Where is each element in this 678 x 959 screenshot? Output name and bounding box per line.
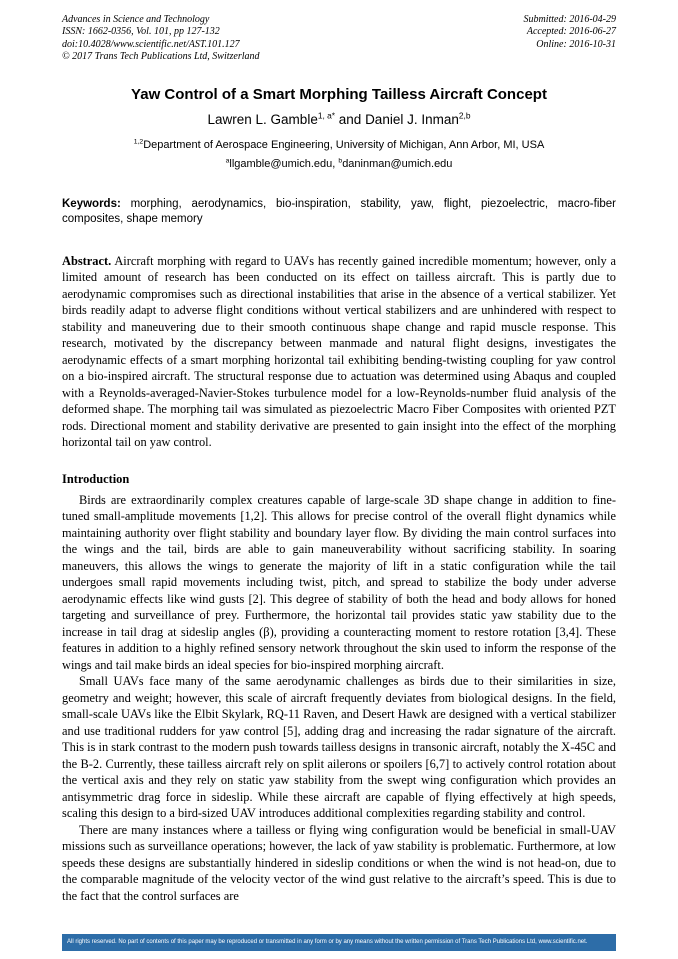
intro-paragraph-2: Small UAVs face many of the same aerodynamic challenges as birds due to their similarities in size, geometry and weight; however, this scale of aircraft frequently deviates from biological designs. In the field, small-scale UAVs like the Elbit Skylark, RQ-11 Raven, and Desert Hawk are designed with a vertical stabilizer and use traditional rudders for yaw control [5], adding drag and increasing the radar signature of the aircraft. This is in stark contrast to the modern push towards tailless designs in transonic aircraft, notably the X-45C and the B-2. Currently, these tailless aircraft rely on split ailerons or spoilers [6,7] to actively control rotation about the vertical axis and they rely on static yaw stability from the swept wing configuration which provides an antisymmetric drag force in sideslip. While these aircraft are capable of flying effectively at high speeds, scaling this design to a bird-sized UAV introduces additional complexities regarding stability and control. [62, 674, 616, 821]
abstract-block [62, 253, 616, 451]
paper-title: Yaw Control of a Smart Morphing Tailless Aircraft Concept [131, 85, 547, 103]
email-2-superscript: b [338, 156, 343, 164]
section-heading-introduction: Introduction [62, 471, 130, 486]
submitted-date: Submitted: 2016-04-29 [523, 14, 616, 25]
affiliation-superscript: 1,2 [133, 137, 144, 145]
author-1-name: Lawren L. Gamble [207, 111, 318, 127]
online-date: Online: 2016-10-31 [536, 38, 616, 50]
author-1-superscript: 1, a* [317, 110, 336, 121]
submission-dates [524, 14, 617, 64]
email-1-superscript: a [225, 156, 230, 164]
journal-doi: doi:10.4028/www.scientific.net/AST.101.127 [62, 38, 240, 50]
emails-line [62, 158, 616, 170]
license-footer-bar [62, 934, 616, 951]
affiliation-line [62, 139, 616, 151]
license-footer-text: All rights reserved. No part of contents of this paper may be reproduced or transmitted in any form or by any means without the written permission of Trans Tech Publications Ltd, www.scientific.net. [67, 939, 588, 946]
author-2-name: Daniel J. Inman [365, 111, 459, 127]
journal-header [62, 14, 616, 64]
keywords-label: Keywords: [62, 197, 121, 210]
accepted-date: Accepted: 2016-06-27 [526, 26, 616, 38]
journal-copyright: © 2017 Trans Tech Publications Ltd, Switzerland [62, 51, 260, 63]
email-2: daninman@umich.edu [342, 157, 453, 170]
authors-line [62, 112, 616, 127]
email-1: llgamble@umich.edu, [229, 157, 336, 170]
affiliation-text: Department of Aerospace Engineering, University of Michigan, Ann Arbor, MI, USA [143, 138, 545, 151]
journal-issn-volume: ISSN: 1662-0356, Vol. 101, pp 127-132 [62, 26, 220, 38]
author-2-superscript: 2,b [458, 110, 471, 121]
abstract-label: Abstract. [62, 253, 112, 268]
abstract-text: Aircraft morphing with regard to UAVs has recently gained incredible momentum; however, only a limited amount of research has been conducted on its effect on tailless aircraft. This is partly due to aerodynamic compromises such as directional instabilities that arise in the absence of a vertical stabilizer. Yet birds readily adapt to adverse flight conditions without vertical stabilizers and are unhindered with respect to stability and maneuvering due to their smooth continuous shape change and rapid muscle response. This research, motivated by the discrepancy between manmade and natural flight designs, investigates the aerodynamic effects of a smart morphing horizontal tail exhibiting bending-twisting coupling for yaw control on a bio-inspired aircraft. The structural response due to actuation was determined using Abaqus and coupled with a Reynolds-averaged-Navier-Stokes turbulence model for a low-Reynolds-number fluid analysis of the deformed shape. The morphing tail was simulated as piezoelectric Macro Fiber Composites with oriented PZT rods. Directional moment and stability derivative are presented to gain insight into the effect of the morphing horizontal tail on yaw control. [62, 253, 616, 450]
journal-info [62, 14, 260, 64]
intro-paragraph-1: Birds are extraordinarily complex creatures capable of large-scale 3D shape change in addition to fine-tuned small-amplitude movements [1,2]. This allows for precise control of the overall flight dynamics while maintaining authority over flight stability and boundary layer flow. By dividing the main control surfaces into the wings and the tail, birds are able to gain maneuverability without sacrificing stability. In soaring maneuvers, this allows the wings to generate the majority of lift in a static configuration while the tail undergoes small rapid movements including twist, pitch, and spread to stabilize the body under adverse aerodynamic effects like wind gusts [2]. This degree of stability of both the head and body allows for honed targeting and surveillance of prey. Furthermore, the horizontal tail provides static yaw stability due to the increase in tail drag at sideslip angles (β), providing a counteracting moment to restore rotation [3,4]. These features in addition to a highly refined sensory network throughout the skin used to inform the response of the wings and tail make birds an ideal species for bio-inspired morphing aircraft. [62, 492, 616, 672]
intro-paragraph-3: There are many instances where a tailless or flying wing configuration would be beneficial in small-UAV missions such as surveillance operations; however, the lack of yaw stability is problematic. Furthermore, at low speeds these designs are substantially hindered in sideslip conditions or when the wind is not head-on, due to the comparable magnitude of the velocity vector of the wind gust relative to the aircraft’s speed. This is due to the fact that the control surfaces are [62, 822, 616, 903]
keywords-block [62, 197, 616, 228]
authors-joiner: and [335, 111, 366, 127]
journal-name: Advances in Science and Technology [62, 14, 210, 25]
keywords-text: morphing, aerodynamics, bio-inspiration, stability, yaw, flight, piezoelectric, macro-fiber composites, shape memory [62, 197, 616, 226]
